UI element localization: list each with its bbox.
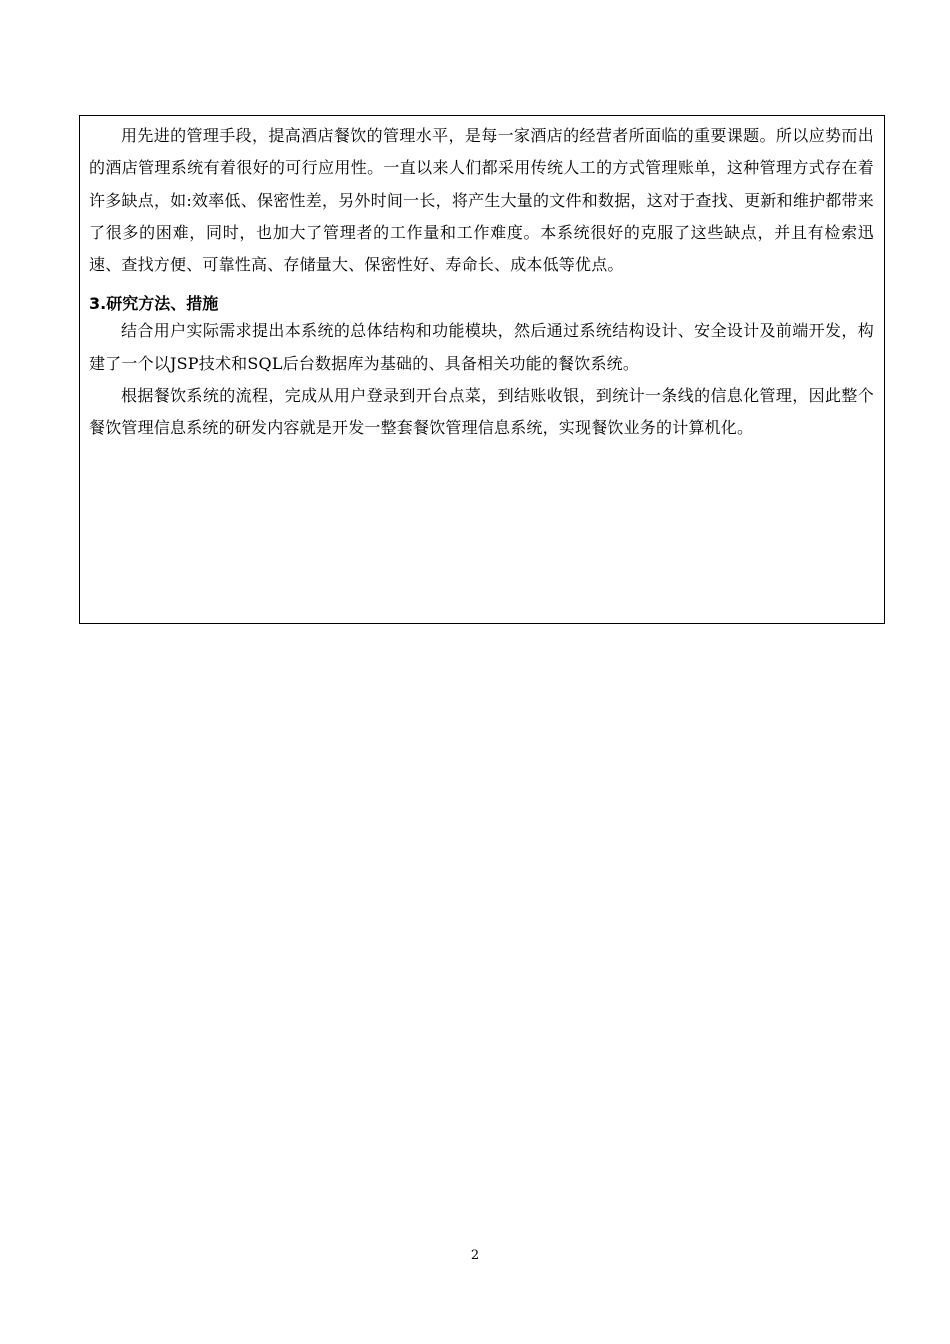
- page-number: 2: [470, 1248, 480, 1263]
- content-box: [79, 115, 885, 624]
- paragraph-methods: 结合用户实际需求提出本系统的总体结构和功能模块，然后通过系统结构设计、安全设计及前端开发，构建了一个以JSP技术和SQL后台数据库为基础的、具备相关功能的餐饮系统。: [89, 321, 874, 373]
- section-heading: 3.研究方法、措施: [89, 294, 219, 314]
- paragraph-workflow: 根据餐饮系统的流程，完成从用户登录到开台点菜，到结账收银，到统计一条线的信息化管理，因此整个餐饮管理信息系统的研发内容就是开发一整套餐饮管理信息系统，实现餐饮业务的计算机化。: [89, 386, 874, 438]
- paragraph-feasibility: 用先进的管理手段，提高酒店餐饮的管理水平，是每一家酒店的经营者所面临的重要课题。所以应势而出的酒店管理系统有着很好的可行应用性。一直以来人们都采用传统人工的方式管理账单，这种管理方式存在着许多缺点，如:效率低、保密性差，另外时间一长，将产生大量的文件和数据，这对于查找、更新和维护都带来了很多的困难，同时，也加大了管理者的工作量和工作难度。本系统很好的克服了这些缺点，并且有检索迅速、查找方便、可靠性高、存储量大、保密性好、寿命长、成本低等优点。: [89, 126, 874, 275]
